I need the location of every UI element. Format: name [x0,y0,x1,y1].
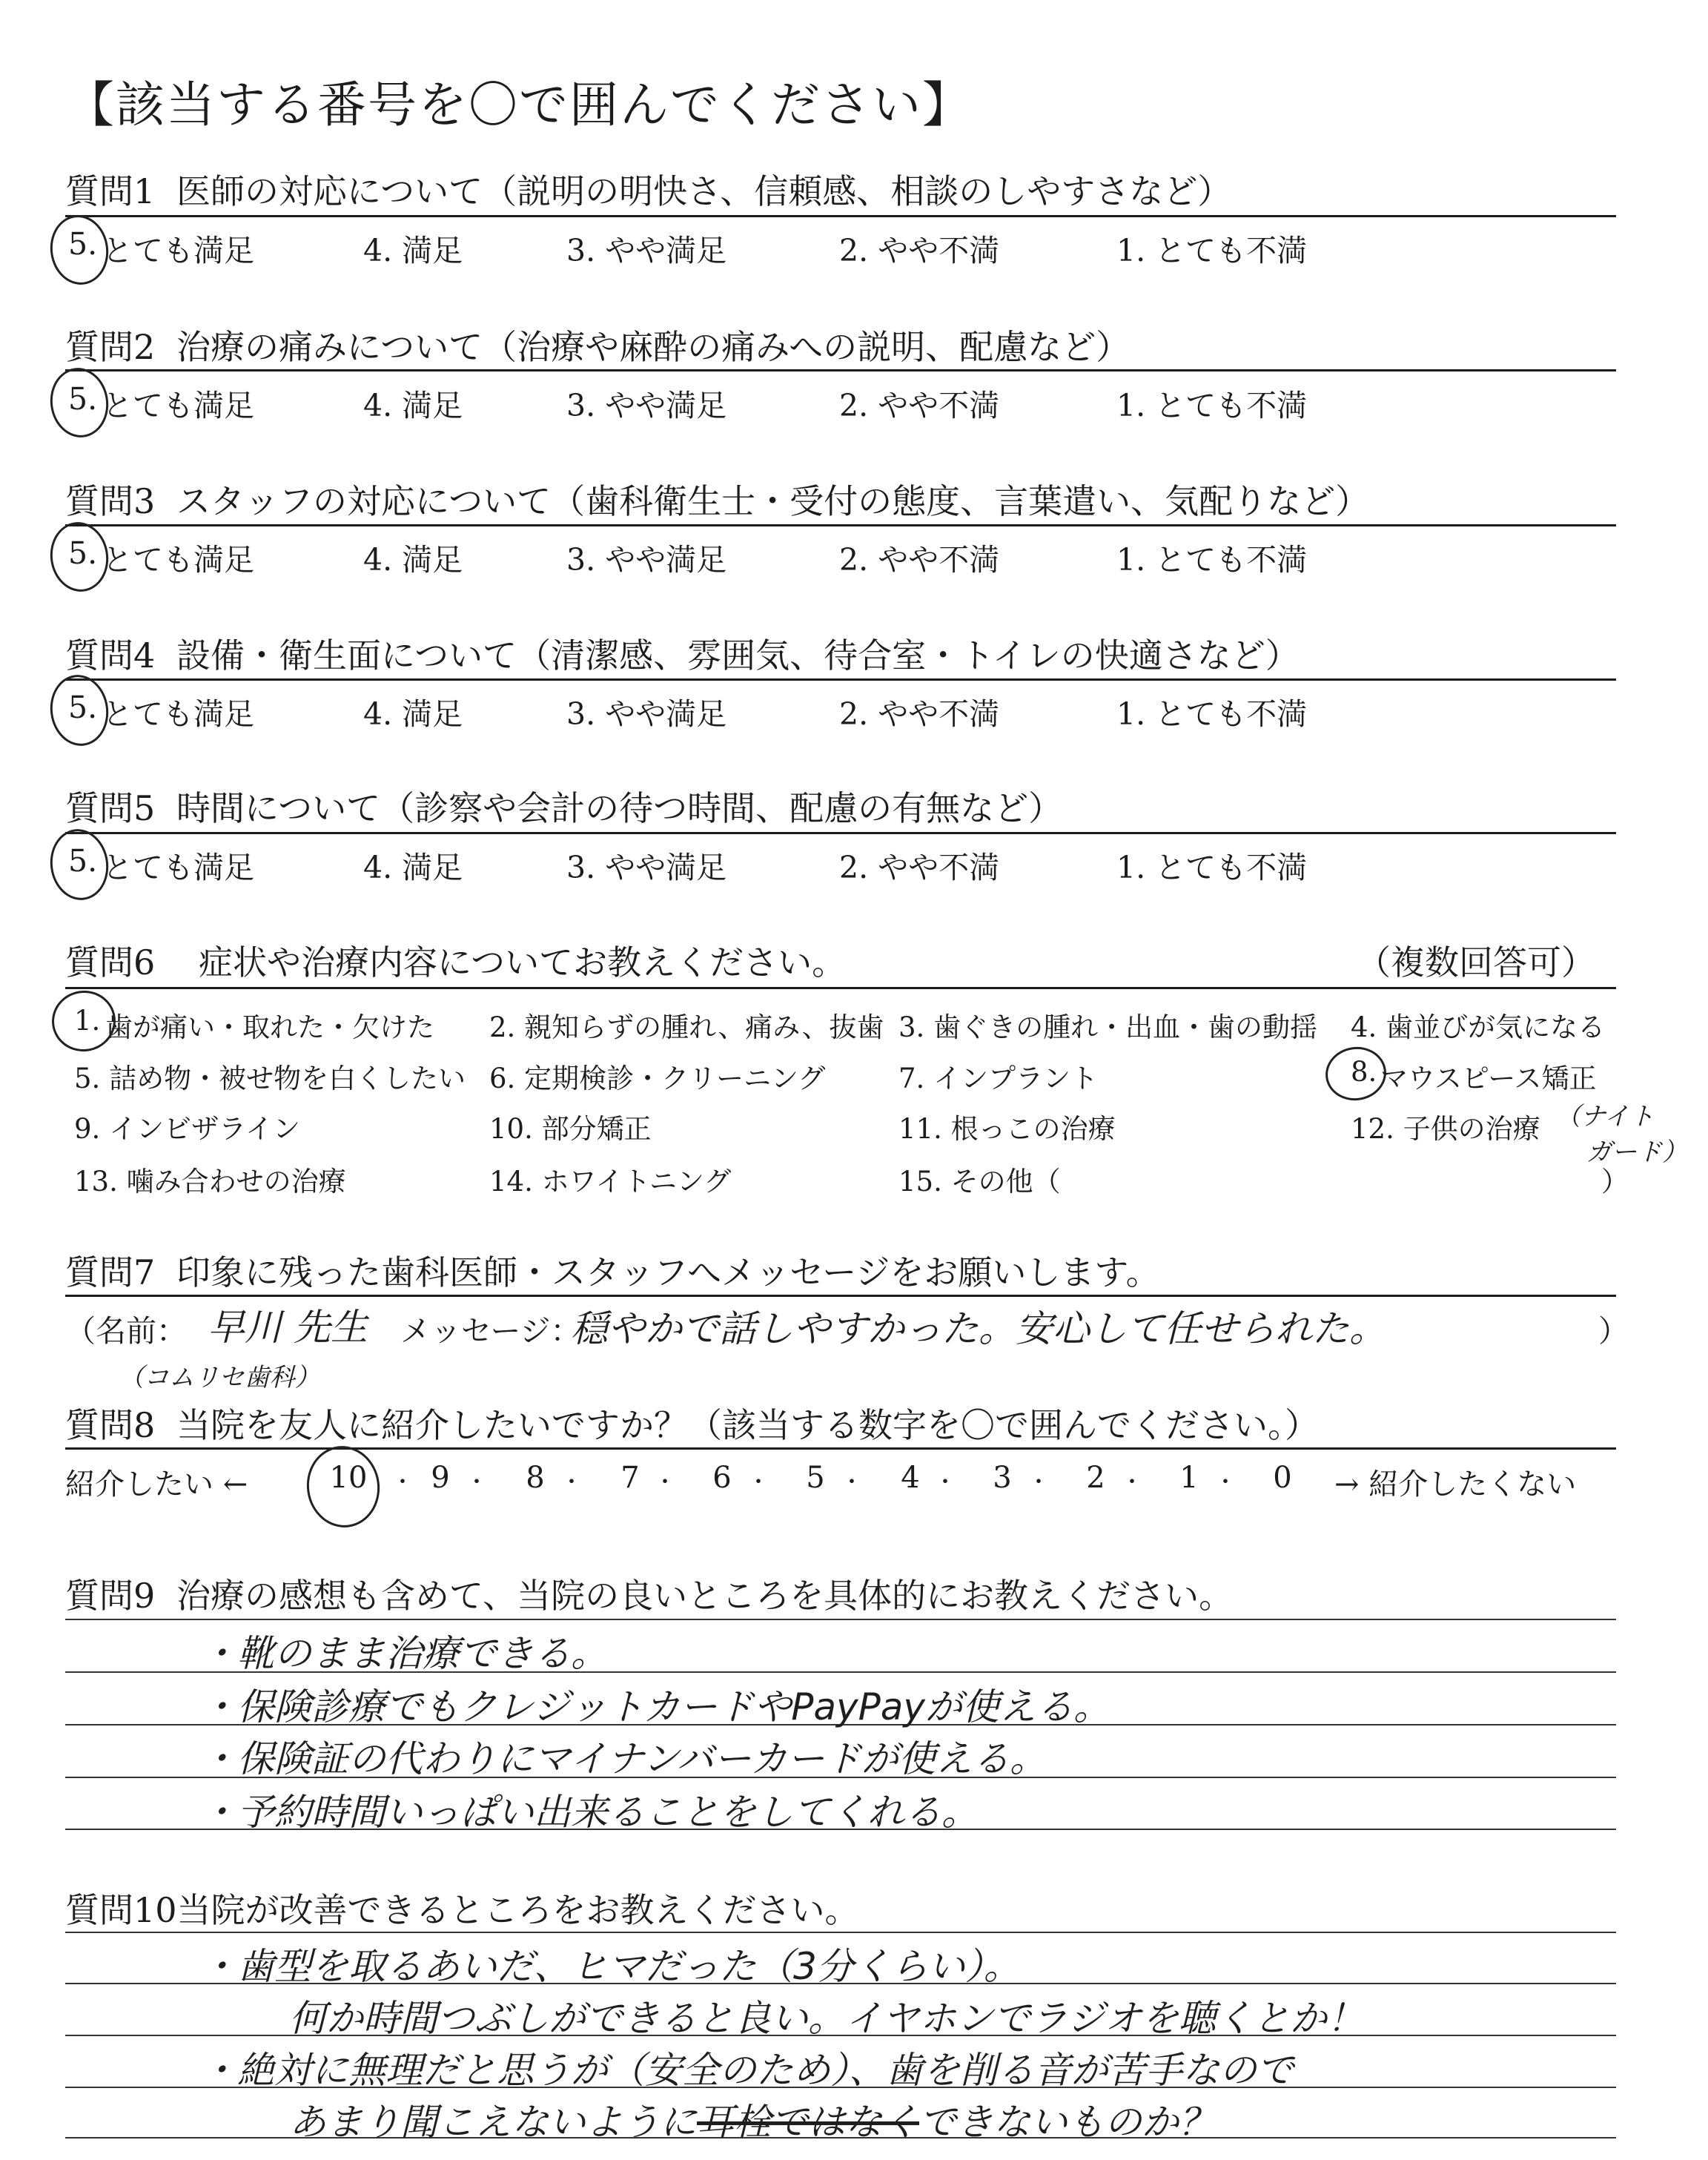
symptom-1-label: 歯が痛い・取れた・欠けた [105,1011,434,1043]
question-1-text: 医師の対応について（説明の明快さ、信頼感、相談のしやすさなど） [176,171,1232,211]
q2-option-5-num[interactable]: 5. [68,381,98,417]
q1-option-1[interactable]: 1. とても不満 [1116,233,1308,268]
scale-right-label: → 紹介したくない [1334,1467,1577,1502]
symptom-5[interactable]: 5. 詰め物・被せ物を白くしたい [74,1063,466,1094]
q3-selection-circle [46,518,113,595]
question-2 [65,320,1130,369]
q4-option-3[interactable]: 3. やや満足 [566,696,727,732]
good-point-3[interactable]: ・保険証の代わりにマイナンバーカードが使える。 [200,1737,1047,1780]
question-8-rule [65,1447,1616,1450]
symptom-1-num[interactable]: 1. [74,1005,101,1037]
improvement-1[interactable]: ・歯型を取るあいだ、ヒマだった（3分くらい）。 [200,1945,1021,1988]
question-7-label: 質問7 [65,1252,156,1292]
scale-value-1[interactable]: 1 [1179,1461,1199,1495]
q3-option-3[interactable]: 3. やや満足 [566,542,727,578]
question-3-text: スタッフの対応について（歯科衛生士・受付の態度、言葉遣い、気配りなど） [176,481,1370,521]
question-8-text: 当院を友人に紹介したいですか？（該当する数字を〇で囲んでください。） [176,1405,1319,1445]
symptom-1-selection-circle [48,986,120,1055]
scale-value-4[interactable]: 4 [901,1461,920,1495]
symptom-9[interactable]: 9. インビザライン [74,1113,300,1145]
scale-value-6[interactable]: 6 [712,1461,732,1495]
symptom-7[interactable]: 7. インプラント [898,1063,1099,1094]
scale-left-label: 紹介したい ← [65,1467,248,1502]
symptom-6[interactable]: 6. 定期検診・クリーニング [489,1063,826,1094]
question-7-rule [65,1295,1616,1297]
question-1-rule [65,215,1616,217]
question-2-rule [65,369,1616,371]
question-6 [65,936,1595,985]
q1-selection-circle [46,211,113,288]
improvement-4-struck: 耳栓ではなく [697,2101,919,2144]
question-8-label: 質問8 [65,1405,156,1445]
q1-option-3[interactable]: 3. やや満足 [566,233,727,268]
question-5 [65,782,1062,830]
improvement-2[interactable]: 何か時間つぶしができると良い。イヤホンでラジオを聴くとか！ [289,1997,1364,2040]
message-prefix: メッセージ： [400,1313,581,1349]
q2-option-3[interactable]: 3. やや満足 [566,388,727,423]
symptom-10[interactable]: 10. 部分矯正 [489,1113,652,1145]
scale-separator: ・ [1121,1470,1143,1496]
question-1 [65,165,1231,214]
q2-option-1[interactable]: 1. とても不満 [1116,388,1308,423]
symptom-8-selection-circle [1322,1043,1389,1105]
doctor-name[interactable]: 早川 先生 [208,1306,368,1349]
scale-value-5[interactable]: 5 [806,1461,825,1495]
q3-option-5-num[interactable]: 5. [68,535,98,571]
question-1-label: 質問1 [65,171,156,211]
scale-value-8[interactable]: 8 [526,1461,545,1495]
question-10-label: 質問10 [65,1890,177,1930]
q3-option-4[interactable]: 4. 満足 [363,542,463,578]
q4-option-1[interactable]: 1. とても不満 [1116,696,1308,732]
q4-option-5-num[interactable]: 5. [68,690,98,725]
scale-separator: ・ [654,1470,676,1496]
clinic-name: （コムリセ歯科） [119,1363,320,1393]
q4-selection-circle [46,671,113,750]
symptom-4[interactable]: 4. 歯並びが気になる [1351,1011,1606,1043]
question-6-label: 質問6 [65,942,156,982]
question-2-text: 治療の痛みについて（治療や麻酔の痛みへの説明、配慮など） [176,327,1131,367]
question-3-rule [65,524,1616,526]
q4-option-2[interactable]: 2. やや不満 [839,696,1000,732]
symptom-13[interactable]: 13. 噛み合わせの治療 [74,1166,346,1198]
message-close-paren: ） [1598,1313,1629,1349]
q5-option-5-label: とても満足 [102,850,254,885]
question-8 [65,1398,1319,1447]
improvement-3[interactable]: ・絶対に無理だと思うが（安全のため）、歯を削る音が苦手なので [200,2049,1294,2092]
good-point-4[interactable]: ・予約時間いっぱい出来ることをしてくれる。 [200,1791,979,1834]
good-point-1[interactable]: ・靴のまま治療できる。 [200,1632,608,1675]
scale-value-0[interactable]: 0 [1273,1461,1292,1495]
symptom-2[interactable]: 2. 親知らずの腫れ、痛み、抜歯 [489,1011,884,1043]
q3-option-5-label: とても満足 [102,542,254,578]
q2-selection-circle [46,364,113,441]
q4-option-4[interactable]: 4. 満足 [363,696,463,732]
question-7 [65,1246,1160,1295]
scale-separator: ・ [466,1470,488,1496]
q2-option-5-label: とても満足 [102,388,254,423]
q1-option-2[interactable]: 2. やや不満 [839,233,1000,268]
q4-option-5-label: とても満足 [102,696,254,732]
question-6-rule [65,987,1616,989]
name-prefix: （名前： [65,1313,187,1349]
q5-selection-circle [46,825,113,904]
question-9-text: 治療の感想も含めて、当院の良いところを具体的にお教えください。 [176,1576,1234,1616]
symptom-12-hand-note-2: ガード） [1586,1137,1687,1167]
question-6-note: （複数回答可） [1357,942,1595,982]
question-3-label: 質問3 [65,481,156,521]
symptom-11[interactable]: 11. 根っこの治療 [898,1113,1116,1145]
question-10-text: 当院が改善できるところをお教えください。 [176,1890,859,1930]
scale-value-3[interactable]: 3 [993,1461,1012,1495]
scale-separator: ・ [1214,1470,1237,1496]
question-6-text: 症状や治療内容についてお教えください。 [199,942,847,982]
question-7-text: 印象に残った歯科医師・スタッフへメッセージをお願いします。 [176,1252,1160,1292]
q5-option-2[interactable]: 2. やや不満 [839,850,1000,885]
q1-option-4[interactable]: 4. 満足 [363,233,463,268]
q2-option-2[interactable]: 2. やや不満 [839,388,1000,423]
scale-selection-circle [302,1441,385,1533]
scale-separator: ・ [1027,1470,1050,1496]
question-3 [65,475,1369,524]
improvement-4[interactable]: あまり聞こえないように [289,2101,697,2144]
scale-separator: ・ [560,1470,583,1496]
symptom-15-other[interactable]: 15. その他（ [898,1166,1061,1198]
q3-option-2[interactable]: 2. やや不満 [839,542,1000,578]
answer-line [65,1619,1616,1620]
improvement-4-end[interactable]: できないものか？ [919,2101,1216,2144]
question-9-label: 質問9 [65,1576,156,1616]
answer-line [65,1932,1616,1933]
q1-option-5-num[interactable]: 5. [68,226,98,262]
symptom-12[interactable]: 12. 子供の治療 [1351,1113,1540,1145]
scale-separator: ・ [747,1470,769,1496]
scale-separator: ・ [841,1470,863,1496]
scale-value-9[interactable]: 9 [431,1461,450,1495]
scale-separator: ・ [391,1470,414,1496]
staff-message[interactable]: 穏やかで話しやすかった。安心して任せられた。 [571,1307,1386,1350]
question-5-rule [65,832,1616,834]
scale-value-7[interactable]: 7 [620,1461,640,1495]
question-5-text: 時間について（診察や会計の待つ時間、配慮の有無など） [176,788,1063,828]
survey-heading: 【該当する番号を〇で囲んでください】 [65,76,973,133]
question-4-label: 質問4 [65,635,156,676]
q1-option-5-label: とても満足 [102,233,254,268]
symptom-8-label: マウスピース矯正 [1380,1063,1597,1094]
q5-option-3[interactable]: 3. やや満足 [566,850,727,885]
q2-option-4[interactable]: 4. 満足 [363,388,463,423]
symptom-12-hand-note-1: （ナイト [1555,1102,1655,1132]
question-4-rule [65,678,1616,681]
q5-option-1[interactable]: 1. とても不満 [1116,850,1308,885]
good-point-2[interactable]: ・保険診療でもクレジットカードやPayPayが使える。 [200,1685,1111,1728]
question-10 [65,1883,859,1932]
question-2-label: 質問2 [65,327,156,367]
symptom-15-close-paren: ） [1601,1166,1629,1198]
q3-option-1[interactable]: 1. とても不満 [1116,542,1308,578]
symptom-14[interactable]: 14. ホワイトニング [489,1166,732,1198]
question-4-text: 設備・衛生面について（清潔感、雰囲気、待合室・トイレの快適さなど） [176,635,1300,676]
q5-option-5-num[interactable]: 5. [68,843,98,879]
symptom-3[interactable]: 3. 歯ぐきの腫れ・出血・歯の動揺 [898,1011,1318,1043]
question-4 [65,629,1300,678]
scale-separator: ・ [934,1470,956,1496]
scale-value-2[interactable]: 2 [1086,1461,1105,1495]
question-9 [65,1569,1233,1618]
q5-option-4[interactable]: 4. 満足 [363,850,463,885]
scale-value-10[interactable]: 10 [329,1461,368,1495]
symptom-8-num[interactable]: 8. [1351,1056,1377,1088]
question-5-label: 質問5 [65,788,156,828]
